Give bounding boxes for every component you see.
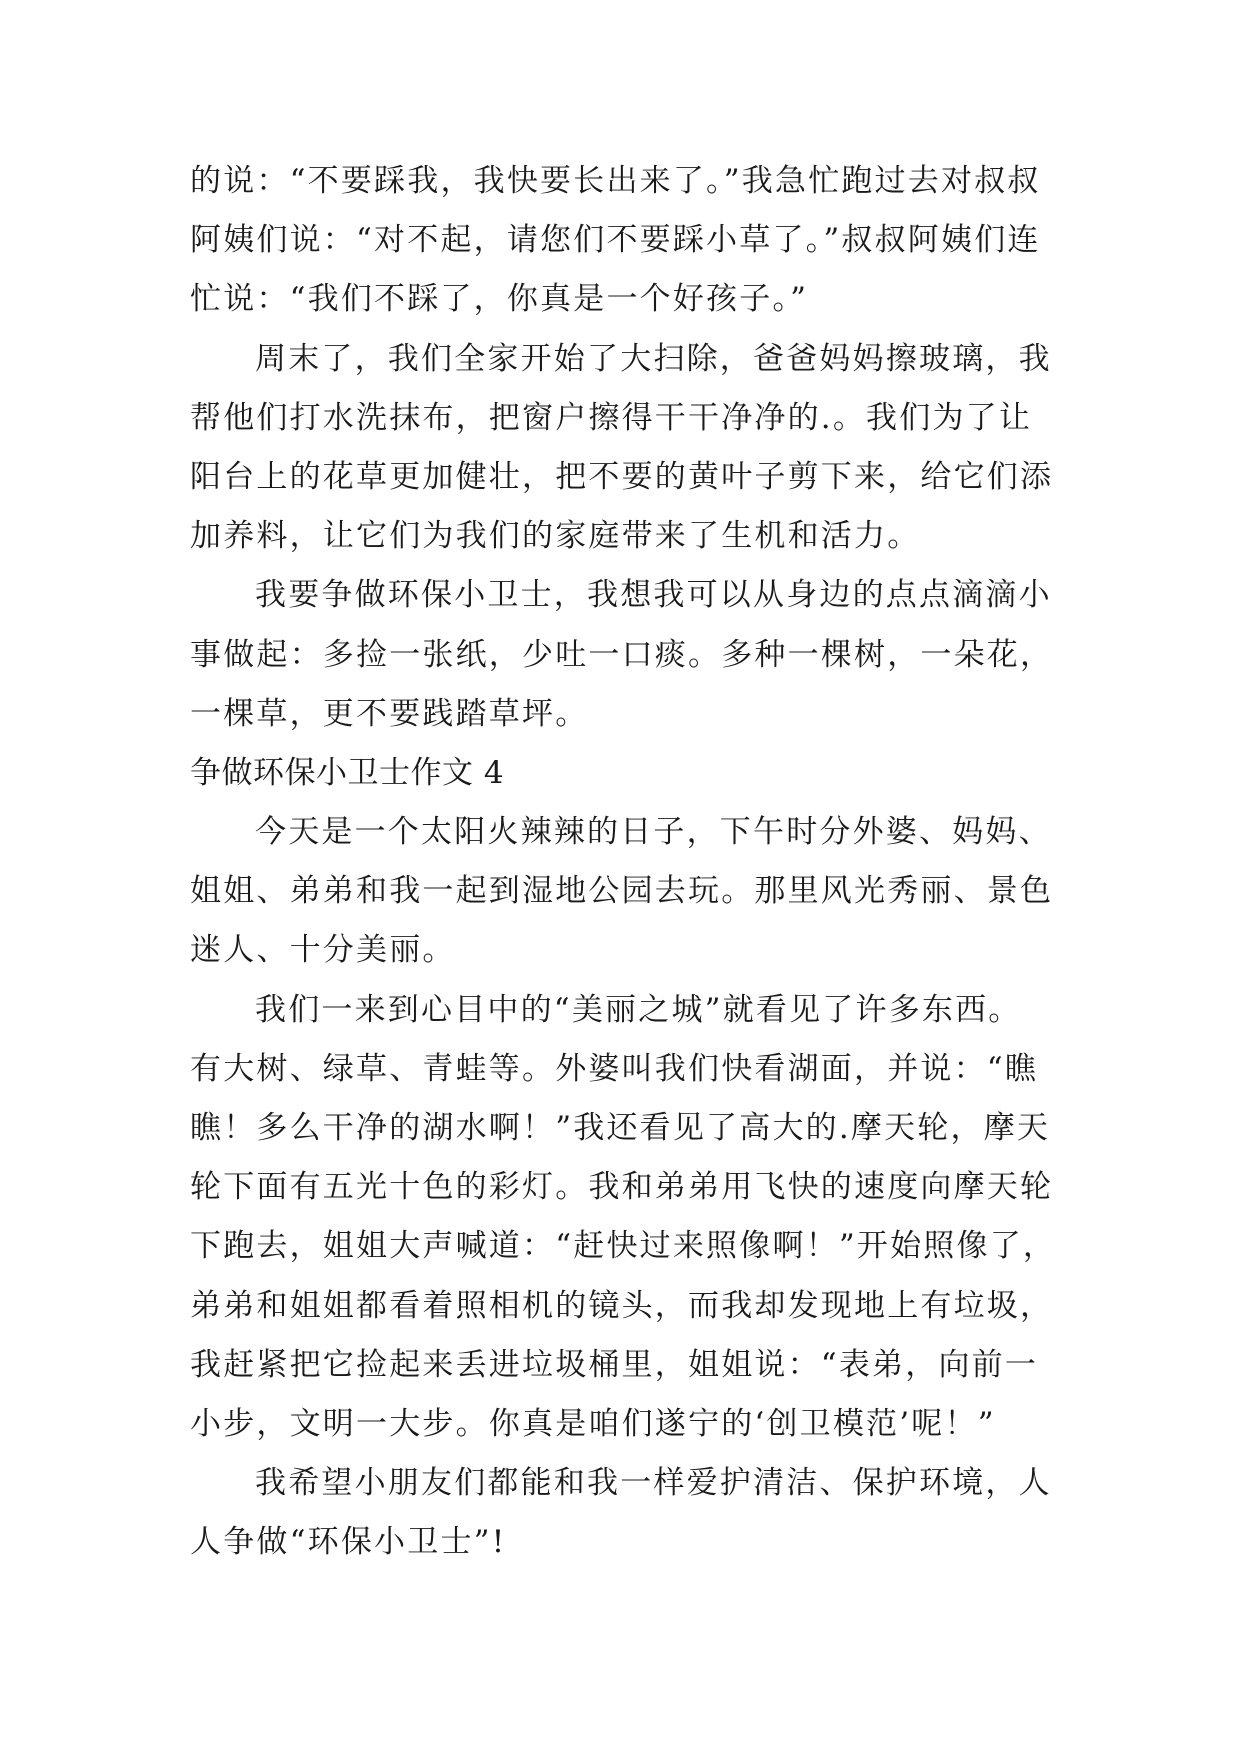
- text-line: 忙说：“我们不踩了，你真是一个好孩子。”: [190, 281, 809, 318]
- text-line: 迷人、十分美丽。: [190, 932, 456, 969]
- section-heading: 争做环保小卫士作文 4: [190, 754, 505, 791]
- text-line: 一棵草，更不要践踏草坪。: [190, 695, 589, 732]
- text-line: 阿姨们说：“对不起，请您们不要踩小草了。”叔叔阿姨们连: [190, 222, 1041, 259]
- text-line: 加养料，让它们为我们的家庭带来了生机和活力。: [190, 518, 921, 555]
- text-line: 事做起：多捡一张纸，少吐一口痰。多种一棵树，一朵花，: [190, 636, 1054, 673]
- text-line: 人争做“环保小卫士”!: [190, 1524, 507, 1561]
- paragraph-start-line: 周末了，我们全家开始了大扫除，爸爸妈妈擦玻璃，我: [255, 340, 1052, 377]
- text-line: 下跑去，姐姐大声喊道：“赶快过来照像啊！”开始照像了，: [190, 1228, 1057, 1265]
- article-body: [190, 152, 1070, 1573]
- text-line: 有大树、绿草、青蛙等。外婆叫我们快看湖面，并说：“瞧: [190, 1050, 1039, 1087]
- text-line: 姐姐、弟弟和我一起到湿地公园去玩。那里风光秀丽、景色: [190, 873, 1054, 910]
- text-line: 弟弟和姐姐都看着照相机的镜头，而我却发现地上有垃圾，: [190, 1287, 1054, 1324]
- paragraph-start-line: 我希望小朋友们都能和我一样爱护清洁、保护环境，人: [255, 1465, 1052, 1502]
- paragraph-start-line: 我要争做环保小卫士，我想我可以从身边的点点滴滴小: [255, 577, 1052, 614]
- text-line: 轮下面有五光十色的彩灯。我和弟弟用飞快的速度向摩天轮: [190, 1169, 1054, 1206]
- text-line: 我赶紧把它捡起来丢进垃圾桶里，姐姐说：“表弟，向前一: [190, 1346, 1039, 1383]
- text-line: 瞧！多么干净的湖水啊！”我还看见了高大的.摩天轮，摩天: [190, 1110, 1051, 1146]
- text-line: 小步，文明一大步。你真是咱们遂宁的‘创卫模范’呢！”: [190, 1405, 996, 1442]
- paragraph-start-line: 我们一来到心目中的“美丽之城”就看见了许多东西。: [255, 991, 1022, 1028]
- text-line: 的说：“不要踩我，我快要长出来了。”我急忙跑过去对叔叔: [190, 163, 1041, 199]
- text-line: 阳台上的花草更加健壮，把不要的黄叶子剪下来，给它们添: [190, 458, 1054, 495]
- paragraph-start-line: 今天是一个太阳火辣辣的日子，下午时分外婆、妈妈、: [255, 814, 1052, 851]
- text-line: 帮他们打水洗抹布，把窗户擦得干干净净的.。我们为了让: [190, 399, 1033, 436]
